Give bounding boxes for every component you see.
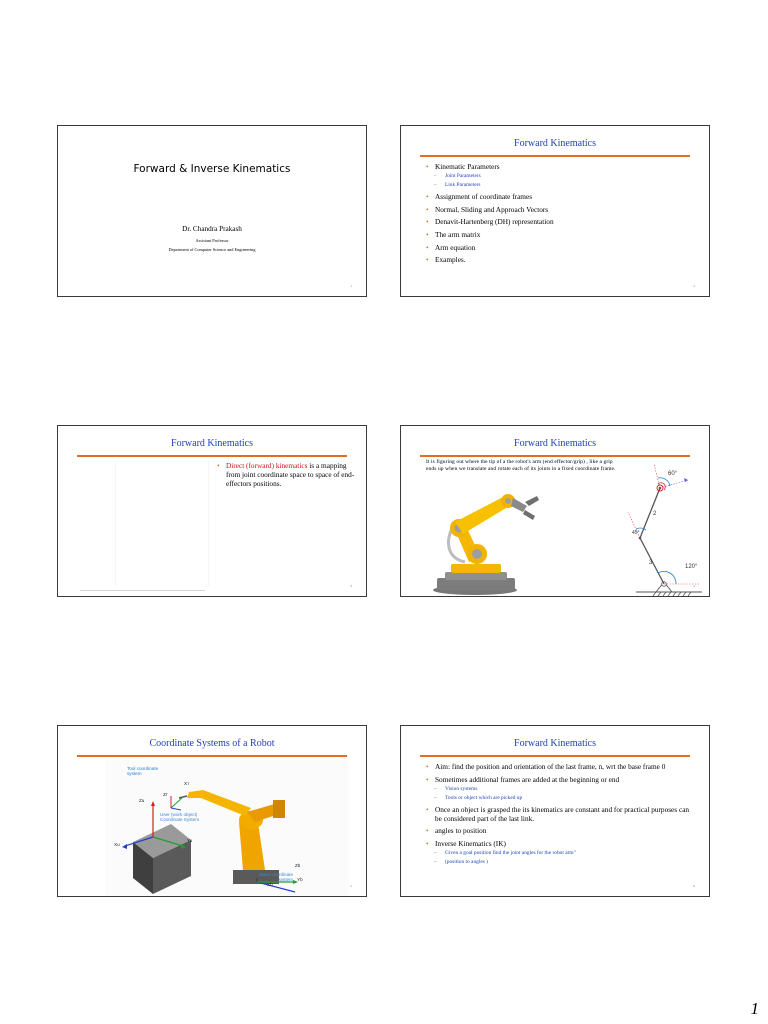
sub-bullet-item: – (position to angles )	[425, 859, 693, 866]
slide-title: Forward Kinematics	[171, 438, 253, 449]
divider	[80, 590, 205, 591]
sub-bullet-item: – Tools or object which are picked up	[425, 795, 693, 802]
link-label: 3	[649, 560, 653, 566]
bullet-item: • The arm matrix	[425, 230, 695, 239]
slide-number: 4	[693, 584, 695, 588]
slide-title: Forward Kinematics	[514, 738, 596, 749]
bullet-item: • Arm equation	[425, 243, 695, 252]
axis-label: Zb	[295, 863, 301, 868]
title-rule	[420, 155, 690, 157]
axis-label: Xb	[267, 882, 273, 887]
sub-bullet-item: – Link Parameters	[425, 182, 695, 189]
slide-5	[57, 725, 367, 897]
slide-4	[400, 425, 710, 597]
link-label: 2	[653, 511, 657, 517]
slide-title: Coordinate Systems of a Robot	[149, 738, 275, 749]
bullet-item: • Assignment of coordinate frames	[425, 192, 695, 201]
bullet-item: • Once an object is grasped the its kinematics are constant and for practical purposes can be considered part of the last link.	[425, 805, 693, 823]
slide-2	[400, 125, 710, 297]
author-role: Assistant Professor	[195, 238, 229, 243]
bullet-item: • Inverse Kinematics (IK)	[425, 839, 693, 848]
author-department: Department of Computer Science and Engineering	[168, 247, 256, 252]
user-system-label: User (work object) Coordinate System	[160, 812, 200, 823]
highlighted-term: Direct (forward) kinematics	[226, 461, 308, 470]
angle-label: 60°	[668, 471, 678, 477]
page-number: 1	[750, 999, 759, 1018]
title-rule	[77, 755, 347, 757]
slide-3	[57, 425, 367, 597]
axis-label: Xт	[184, 781, 190, 786]
sub-bullet-item: – Joint Parameters	[425, 173, 695, 180]
bullet-item: • Kinematic Parameters	[425, 162, 695, 171]
angle-label: 45°	[632, 530, 640, 536]
axis-label: Zu	[139, 798, 145, 803]
bullet-text: is a mapping from joint coordinate space to space of end-effectors positions.	[226, 461, 355, 488]
industrial-robot-arm-image	[431, 492, 553, 596]
description-text: It is figuring out where the tip of a the robot's arm (end effector/grip) , like a grip ends up when we translate and rotate each of its joints in a fixed coordinate frame.	[426, 459, 616, 473]
bullet-item: • Examples.	[425, 255, 695, 264]
bullet-item: • angles to position	[425, 826, 693, 835]
bullet-item	[216, 461, 361, 488]
bullet-list	[425, 762, 693, 869]
axis-label: Xu	[114, 842, 120, 847]
slide-number: 3	[350, 584, 352, 588]
robot-illustration	[105, 760, 349, 896]
robot-coordinate-systems-figure	[105, 760, 349, 896]
sub-bullet-item: – Vision systems	[425, 786, 693, 793]
slide-6	[400, 725, 710, 897]
bullet-item: • Normal, Sliding and Approach Vectors	[425, 205, 695, 214]
bullet-item: • Denavit-Hartenberg (DH) representation	[425, 217, 695, 226]
angle-label: 120°	[685, 564, 698, 570]
axis-label: Yb	[297, 877, 303, 882]
image-placeholder	[115, 460, 209, 586]
title-rule	[420, 755, 690, 757]
slide-title: Forward Kinematics	[514, 138, 596, 149]
base-system-label: Base coordinate system	[259, 872, 293, 883]
slide-1	[57, 125, 367, 297]
slide-number: 5	[350, 884, 352, 888]
author-name: Dr. Chandra Prakash	[182, 225, 242, 233]
slide-number: 1	[350, 284, 352, 288]
slide-title: Forward Kinematics	[514, 438, 596, 449]
slide-number: 2	[693, 284, 695, 288]
tool-system-label: Tool coordinate system	[127, 766, 159, 777]
title-rule	[77, 455, 347, 457]
axis-label: Zт	[163, 792, 168, 797]
sub-bullet-item: – Given a goal position find the joint angles for the robot arm"	[425, 850, 693, 857]
axis-label: Yu	[187, 838, 193, 843]
arm-angle-diagram	[616, 456, 708, 597]
slide-title: Forward & Inverse Kinematics	[133, 163, 291, 175]
bullet-item: • Aim: find the position and orientation of the last frame, n, wrt the base frame 0	[425, 762, 693, 771]
slide-number: 6	[693, 884, 695, 888]
bullet-list	[425, 162, 695, 268]
bullet-item: • Sometimes additional frames are added at the beginning or end	[425, 775, 693, 784]
